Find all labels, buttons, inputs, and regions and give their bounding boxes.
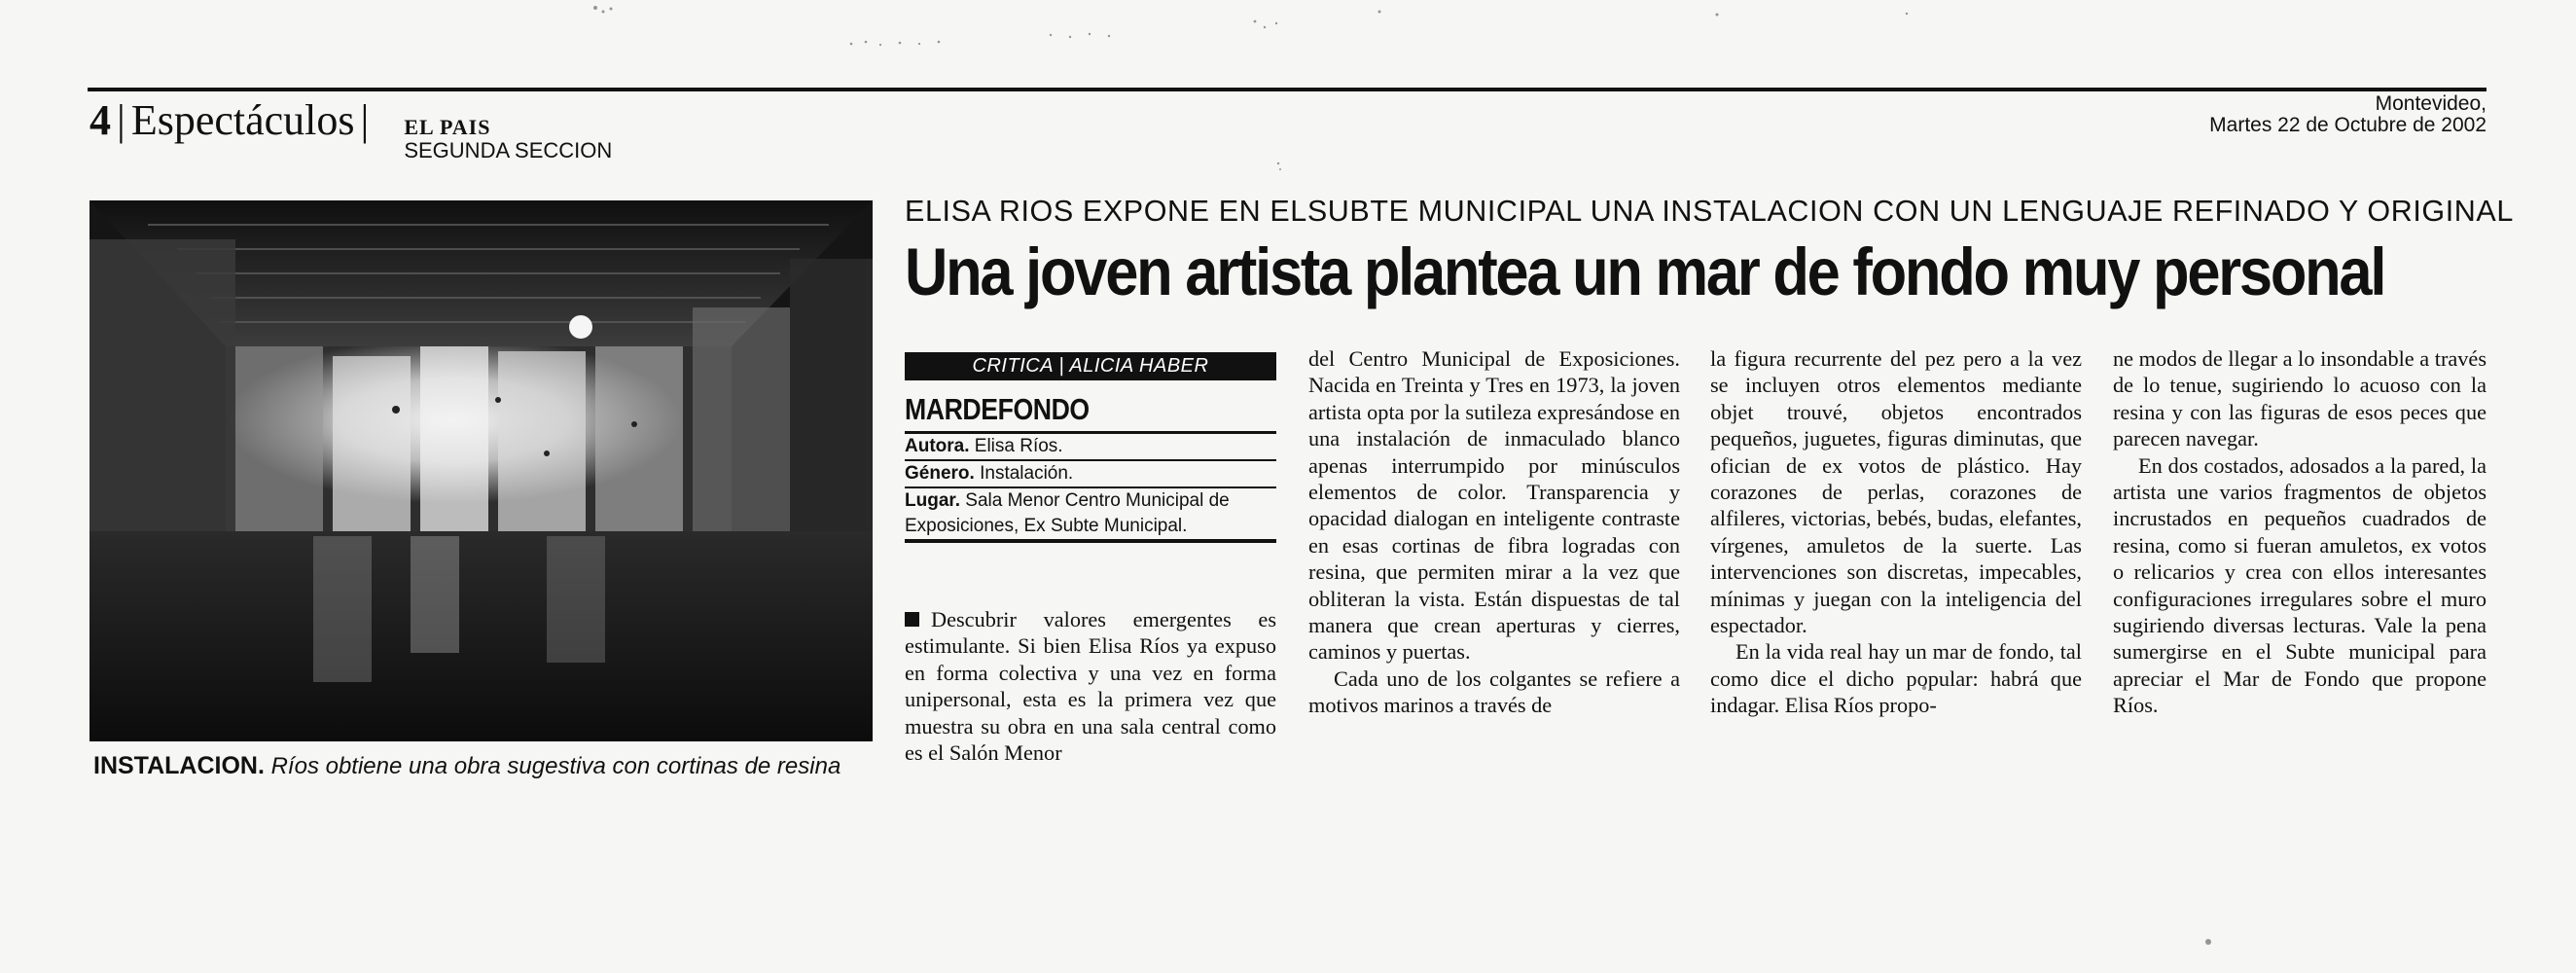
- article-paragraph: [905, 606, 1276, 766]
- lugar-value-line-2: Exposiciones, Ex Subte Municipal.: [905, 516, 1188, 536]
- col2-paragraph-2: Cada uno de los colgantes se refiere a motivos marinos a través de: [1308, 666, 1680, 718]
- autora-label: Autora.: [905, 436, 970, 456]
- critic-byline: CRITICA | ALICIA HABER: [905, 352, 1276, 380]
- lugar-value-line-1: Sala Menor Centro Municipal de: [965, 490, 1230, 511]
- article-column-4: [2113, 345, 2487, 719]
- infobox-lugar-cont: [905, 514, 1276, 543]
- article-headline: Una joven artista plantea un mar de fondo muy personal: [905, 234, 2385, 309]
- page-number: 4: [89, 96, 111, 144]
- article-column-1: [905, 606, 1276, 766]
- paragraph-square-icon: [905, 612, 919, 627]
- paper-masthead: [404, 117, 612, 162]
- article-column-3: [1710, 345, 2082, 719]
- genero-label: Género.: [905, 463, 975, 484]
- caption-text: Ríos obtiene una obra sugestiva con cortinas de resina: [270, 753, 841, 779]
- review-infobox: [905, 352, 1276, 543]
- section-name: Espectáculos: [130, 96, 355, 144]
- page-header: [89, 95, 612, 162]
- col3-paragraph-2: En la vida real hay un mar de fondo, tal como dice el dicho popular: habrá que indagar. Elisa Ríos propo-: [1710, 639, 2082, 718]
- infobox-lugar: [905, 488, 1276, 514]
- installation-photo-image: [89, 200, 873, 741]
- header-date: Martes 22 de Octubre de 2002: [2209, 114, 2487, 137]
- col3-paragraph-1: la figura recurrente del pez pero a la vez se incluyen otros elementos mediante objet trouvé, objetos encontrados pequeños, juguetes, figuras diminutas, que ofician de ex votos de plástico. Hay corazones de perlas, corazones de alfileres, victorias, bebés, budas, elefantes, vírgenes, amuletos de la suerte. Las intervenciones son discretas, impecables, mínimas y juegan con la inteligencia del espectador.: [1710, 346, 2082, 638]
- infobox-autora: [905, 434, 1276, 461]
- paper-name: EL PAIS: [404, 115, 491, 139]
- header-dateline: [2209, 93, 2487, 136]
- col4-paragraph-1: ne modos de llegar a lo insondable a través de lo tenue, sugiriendo lo acuoso con la resina y con las figuras de esos peces que parecen navegar.: [2113, 346, 2487, 451]
- lugar-label: Lugar.: [905, 490, 961, 511]
- paper-section: SEGUNDA SECCION: [404, 138, 613, 162]
- photo-caption: [93, 752, 881, 780]
- autora-value: Elisa Ríos.: [974, 436, 1063, 456]
- header-separator: |: [117, 96, 125, 144]
- col1-paragraph-1: Descubrir valores emergentes es estimulante. Si bien Elisa Ríos ya expuso en forma colectiva y una vez en forma unipersonal, esta es la primera vez que muestra su obra en una sala central como es el Salón Menor: [905, 607, 1276, 766]
- work-title: MARDEFONDO: [905, 392, 1090, 426]
- genero-value: Instalación.: [980, 463, 1074, 484]
- article-column-2: [1308, 345, 1680, 719]
- article-kicker: ELISA RIOS EXPONE EN ELSUBTE MUNICIPAL UNA INSTALACION CON UN LENGUAJE REFINADO Y ORIGINAL: [905, 195, 2514, 228]
- installation-photo: [89, 200, 873, 741]
- col4-paragraph-2: En dos costados, adosados a la pared, la artista une varios fragmentos de objetos incrustados en pequeños cuadrados de resina, como si fueran amuletos, ex votos o relicarios y crea con ellos interesantes configuraciones irregulares sobre el muro sugiriendo diversas lecturas. Vale la pena sumergirse en el Subte municipal para apreciar el Mar de Fondo que propone Ríos.: [2113, 452, 2487, 718]
- caption-lead: INSTALACION.: [93, 752, 265, 779]
- header-city: Montevideo,: [2375, 92, 2487, 115]
- infobox-genero: [905, 461, 1276, 488]
- header-rule: [88, 88, 2487, 91]
- header-separator: |: [360, 96, 370, 144]
- col2-paragraph-1: del Centro Municipal de Exposiciones. Nacida en Treinta y Tres en 1973, la joven artista opta por la sutileza expresándose en una instalación de inmaculado blanco apenas interrumpido por minúsculos elementos de color. Transparencia y opacidad dialogan en inteligente contraste en esas cortinas de fibra logradas con resina, que permiten mirar a la vez que obliteran la vista. Están dispuestas de tal manera que crean aperturas y cierres, caminos y puertas.: [1308, 346, 1680, 665]
